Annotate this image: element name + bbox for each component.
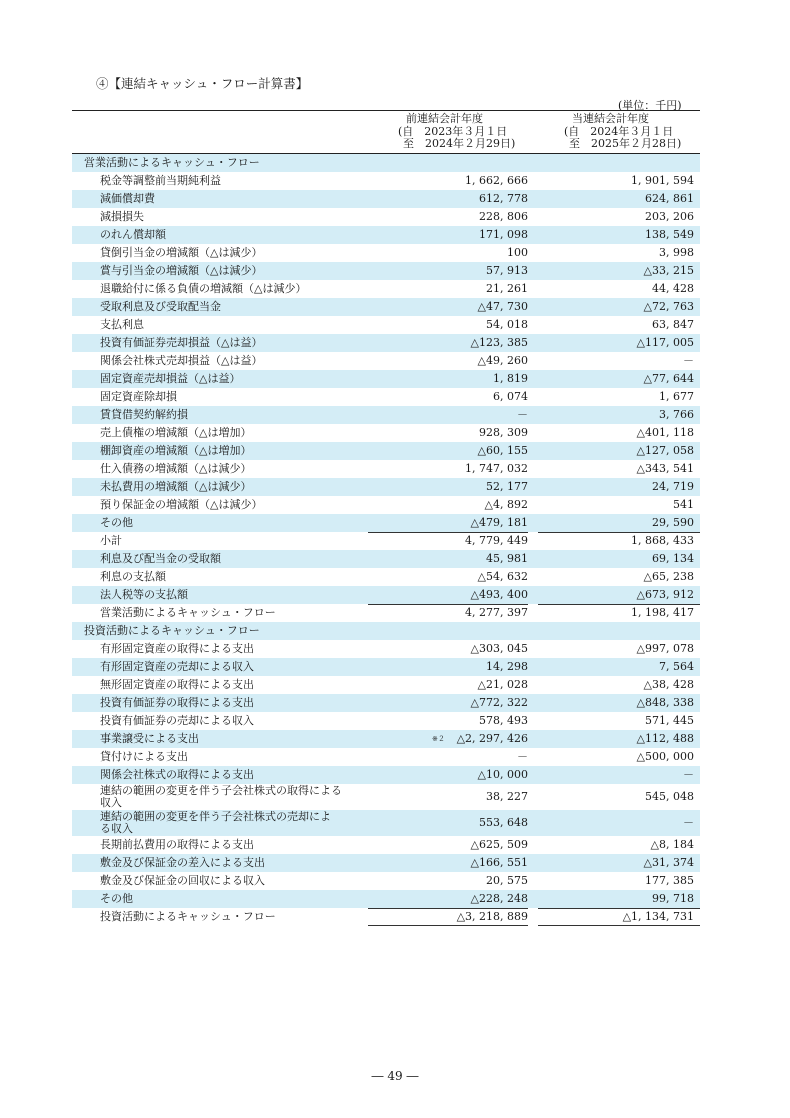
row-label xyxy=(100,496,262,514)
row-label xyxy=(100,908,276,926)
row-label xyxy=(100,854,265,872)
prev-year-value: 228, 806 xyxy=(479,210,528,223)
row-label xyxy=(100,208,144,226)
row-label xyxy=(100,785,342,809)
curr-year-value: △31, 374 xyxy=(643,856,694,869)
prev-year-value: △228, 248 xyxy=(470,892,528,905)
table-row xyxy=(72,640,700,658)
curr-year-value: 3, 998 xyxy=(659,246,694,259)
row-label-text: 投資有価証券の売却による収入 xyxy=(100,714,254,727)
table-row xyxy=(72,316,700,334)
prev-year-value: △3, 218, 889 xyxy=(456,910,528,923)
row-label-text: 仕入債務の増減額（△は減少） xyxy=(100,462,252,475)
row-label-text: のれん償却額 xyxy=(100,228,166,241)
curr-year-value: － xyxy=(683,768,694,781)
row-label-text: 棚卸資産の増減額（△は増加） xyxy=(100,444,252,457)
row-label-text: 無形固定資産の取得による支出 xyxy=(100,678,254,691)
row-label-text: 貸倒引当金の増減額（△は減少） xyxy=(100,246,263,259)
row-label-text: その他 xyxy=(100,516,133,529)
curr-year-value: △343, 541 xyxy=(636,462,694,475)
prev-year-value: 928, 309 xyxy=(479,426,528,439)
row-label xyxy=(84,622,260,640)
curr-year-value: △77, 644 xyxy=(643,372,694,385)
prev-year-value: △21, 028 xyxy=(477,678,528,691)
table-row xyxy=(72,514,700,532)
prev-year-value: － xyxy=(517,408,528,421)
subtotal-rule-prev xyxy=(368,604,528,605)
prev-year-value: △625, 509 xyxy=(470,838,528,851)
table-row xyxy=(72,658,700,676)
curr-year-value: 1, 901, 594 xyxy=(631,174,694,187)
row-label-text: 固定資産売却損益（△は益） xyxy=(100,372,241,385)
prev-year-value: △166, 551 xyxy=(470,856,528,869)
prev-year-value: 578, 493 xyxy=(479,714,528,727)
total-rule-prev xyxy=(368,925,528,926)
row-label xyxy=(100,226,166,244)
prev-year-value: 45, 981 xyxy=(486,552,528,565)
curr-year-value: △117, 005 xyxy=(636,336,694,349)
prev-year-value: 20, 575 xyxy=(486,874,528,887)
row-label xyxy=(100,424,251,442)
row-label-text: 敷金及び保証金の回収による収入 xyxy=(100,874,265,887)
table-row xyxy=(72,766,700,784)
prev-year-value: 1, 662, 666 xyxy=(465,174,528,187)
table-row xyxy=(72,496,700,514)
curr-year-value: △65, 238 xyxy=(643,570,694,583)
curr-year-value: 69, 134 xyxy=(652,552,694,565)
section-title: ④【連結キャッシュ・フロー計算書】 xyxy=(96,76,309,91)
curr-year-value: 1, 198, 417 xyxy=(631,606,694,619)
prev-year-value: 21, 261 xyxy=(486,282,528,295)
category-row xyxy=(72,154,700,172)
curr-year-value: 138, 549 xyxy=(645,228,694,241)
row-label-text: 営業活動によるキャッシュ・フロー xyxy=(100,606,276,619)
prev-year-value: △47, 730 xyxy=(477,300,528,313)
table-row xyxy=(72,388,700,406)
table-header xyxy=(72,110,700,154)
subtotal-rule-prev xyxy=(368,908,528,909)
cash-flow-table xyxy=(72,110,700,926)
row-label-text: 関係会社株式売却損益（△は益） xyxy=(100,354,263,367)
curr-year-from: (自 2024年３月１日 xyxy=(564,124,674,138)
curr-year-value: 541 xyxy=(673,498,694,511)
prev-year-value: 38, 227 xyxy=(486,790,528,803)
table-row xyxy=(72,854,700,872)
prev-year-value: 553, 648 xyxy=(479,816,528,829)
row-label xyxy=(100,586,188,604)
curr-year-to: 至 2025年２月28日) xyxy=(569,137,682,150)
row-label-text: 投資有価証券売却損益（△は益） xyxy=(100,336,263,349)
prev-year-value: 1, 747, 032 xyxy=(465,462,528,475)
table-row xyxy=(72,172,700,190)
table-row xyxy=(72,370,700,388)
curr-year-value: △127, 058 xyxy=(636,444,694,457)
prev-year-value: 4, 779, 449 xyxy=(465,534,528,547)
row-label xyxy=(100,370,240,388)
curr-year-value: △673, 912 xyxy=(636,588,694,601)
row-label xyxy=(100,658,254,676)
prev-year-value: 100 xyxy=(507,246,528,259)
row-label xyxy=(100,872,265,890)
table-row xyxy=(72,208,700,226)
total-rule-curr xyxy=(538,925,700,926)
row-label xyxy=(100,836,254,854)
row-label xyxy=(100,478,251,496)
row-label-text: 利息の支払額 xyxy=(100,570,166,583)
curr-year-value: 99, 718 xyxy=(652,892,694,905)
row-label xyxy=(100,694,254,712)
curr-year-value: 203, 206 xyxy=(645,210,694,223)
row-label xyxy=(100,514,133,532)
prev-year-value: △479, 181 xyxy=(470,516,528,529)
row-label-text: 長期前払費用の取得による支出 xyxy=(100,838,254,851)
table-row xyxy=(72,908,700,926)
row-label xyxy=(100,316,144,334)
prev-year-value: △2, 297, 426 xyxy=(456,732,528,745)
subtotal-rule-prev xyxy=(368,532,528,533)
table-row xyxy=(72,676,700,694)
prev-year-value: △60, 155 xyxy=(477,444,528,457)
table-row xyxy=(72,424,700,442)
curr-year-value: 571, 445 xyxy=(645,714,694,727)
row-label xyxy=(100,442,251,460)
row-label xyxy=(100,748,188,766)
subtotal-rule-curr xyxy=(538,604,700,605)
row-label-text: 税金等調整前当期純利益 xyxy=(100,174,221,187)
row-label-text: 賞与引当金の増減額（△は減少） xyxy=(100,264,263,277)
curr-year-value: 63, 847 xyxy=(652,318,694,331)
table-row xyxy=(72,748,700,766)
table-row xyxy=(72,352,700,370)
prev-year-value: 54, 018 xyxy=(486,318,528,331)
prev-year-title: 前連結会計年度 xyxy=(406,112,483,125)
curr-year-value: △72, 763 xyxy=(643,300,694,313)
row-label-text: 貸付けによる支出 xyxy=(100,750,188,763)
column-header-curr-year xyxy=(564,113,681,151)
row-label xyxy=(100,890,133,908)
row-label-text: 小計 xyxy=(100,534,122,547)
row-label xyxy=(100,298,221,316)
row-label-text: 連結の範囲の変更を伴う子会社株式の売却によ xyxy=(100,810,331,823)
row-label-text: 利息及び配当金の受取額 xyxy=(100,552,221,565)
row-label xyxy=(100,640,254,658)
unit-label: (単位：千円) xyxy=(618,99,682,112)
table-row xyxy=(72,334,700,352)
row-label xyxy=(100,262,262,280)
table-row xyxy=(72,784,700,810)
curr-year-value: △112, 488 xyxy=(636,732,694,745)
curr-year-value: △33, 215 xyxy=(643,264,694,277)
row-label xyxy=(100,712,254,730)
table-row xyxy=(72,604,700,622)
table-row xyxy=(72,298,700,316)
row-label-text: その他 xyxy=(100,892,133,905)
table-row xyxy=(72,532,700,550)
curr-year-value: △401, 118 xyxy=(636,426,694,439)
row-label-text: 投資有価証券の取得による支出 xyxy=(100,696,254,709)
curr-year-value: 24, 719 xyxy=(652,480,694,493)
table-body xyxy=(72,154,700,926)
prev-year-value: △49, 260 xyxy=(477,354,528,367)
table-row xyxy=(72,890,700,908)
prev-year-value: 612, 778 xyxy=(479,192,528,205)
row-label xyxy=(84,154,260,172)
row-label-text: 預り保証金の増減額（△は減少） xyxy=(100,498,263,511)
curr-year-value: 44, 428 xyxy=(652,282,694,295)
table-row xyxy=(72,442,700,460)
prev-year-value: 6, 074 xyxy=(493,390,528,403)
row-label-text: 敷金及び保証金の差入による支出 xyxy=(100,856,265,869)
prev-year-value: △303, 045 xyxy=(470,642,528,655)
table-row xyxy=(72,406,700,424)
table-row xyxy=(72,712,700,730)
table-row xyxy=(72,810,700,836)
curr-year-value: － xyxy=(683,816,694,829)
subtotal-rule-curr xyxy=(538,908,700,909)
row-label xyxy=(100,460,251,478)
row-label-text: 有形固定資産の売却による収入 xyxy=(100,660,254,673)
row-label-text: 連結の範囲の変更を伴う子会社株式の取得による xyxy=(100,784,342,797)
table-row xyxy=(72,460,700,478)
curr-year-value: △500, 000 xyxy=(636,750,694,763)
category-row xyxy=(72,622,700,640)
prev-year-value: 4, 277, 397 xyxy=(465,606,528,619)
row-label-text: 売上債権の増減額（△は増加） xyxy=(100,426,252,439)
row-label-text: 減価償却費 xyxy=(100,192,155,205)
curr-year-value: △8, 184 xyxy=(650,838,694,851)
prev-year-value: 52, 177 xyxy=(486,480,528,493)
row-label xyxy=(100,568,166,586)
prev-year-value: － xyxy=(517,750,528,763)
table-row xyxy=(72,244,700,262)
prev-year-value: 1, 819 xyxy=(493,372,528,385)
prev-year-value: 14, 298 xyxy=(486,660,528,673)
row-label-text-continued: 収入 xyxy=(100,796,122,809)
table-row xyxy=(72,478,700,496)
curr-year-value: 624, 861 xyxy=(645,192,694,205)
row-label xyxy=(100,676,254,694)
curr-year-value: 1, 868, 433 xyxy=(631,534,694,547)
prev-year-value: △54, 632 xyxy=(477,570,528,583)
table-row xyxy=(72,730,700,748)
table-row xyxy=(72,280,700,298)
table-row xyxy=(72,694,700,712)
row-label-text-continued: る収入 xyxy=(100,822,133,835)
table-row xyxy=(72,190,700,208)
prev-year-value: △4, 892 xyxy=(484,498,528,511)
curr-year-title: 当連結会計年度 xyxy=(572,112,649,125)
row-label-text: 退職給付に係る負債の増減額（△は減少） xyxy=(100,282,307,295)
curr-year-value: 1, 677 xyxy=(659,390,694,403)
row-label xyxy=(100,550,221,568)
row-label-text: 支払利息 xyxy=(100,318,144,331)
table-row xyxy=(72,872,700,890)
row-label-text: 有形固定資産の取得による支出 xyxy=(100,642,254,655)
row-label-text: 未払費用の増減額（△は減少） xyxy=(100,480,252,493)
row-label-text: 減損損失 xyxy=(100,210,144,223)
curr-year-value: △1, 134, 731 xyxy=(622,910,694,923)
table-row xyxy=(72,568,700,586)
table-row xyxy=(72,262,700,280)
footnote-mark: ※２ xyxy=(432,735,445,743)
row-label xyxy=(100,190,155,208)
prev-year-value: △123, 385 xyxy=(470,336,528,349)
prev-year-value: △772, 322 xyxy=(470,696,528,709)
row-label xyxy=(100,244,262,262)
curr-year-value: 545, 048 xyxy=(645,790,694,803)
prev-year-value: 171, 098 xyxy=(479,228,528,241)
curr-year-value: 29, 590 xyxy=(652,516,694,529)
curr-year-value: 177, 385 xyxy=(645,874,694,887)
prev-year-value: 57, 913 xyxy=(486,264,528,277)
row-label xyxy=(100,280,306,298)
curr-year-value: △997, 078 xyxy=(636,642,694,655)
row-label xyxy=(100,766,254,784)
subtotal-rule-curr xyxy=(538,532,700,533)
row-label xyxy=(100,730,199,748)
curr-year-value: △848, 338 xyxy=(636,696,694,709)
curr-year-value: 7, 564 xyxy=(659,660,694,673)
row-label-text: 投資活動によるキャッシュ・フロー xyxy=(84,624,260,637)
row-label xyxy=(100,406,188,424)
page-number: ― 49 ― xyxy=(371,1069,419,1083)
row-label-text: 法人税等の支払額 xyxy=(100,588,188,601)
row-label-text: 関係会社株式の取得による支出 xyxy=(100,768,254,781)
row-label-text: 受取利息及び受取配当金 xyxy=(100,300,221,313)
row-label xyxy=(100,334,262,352)
curr-year-value: 3, 766 xyxy=(659,408,694,421)
prev-year-from: (自 2023年３月１日 xyxy=(398,124,508,138)
prev-year-value: △10, 000 xyxy=(477,768,528,781)
row-label xyxy=(100,532,122,550)
curr-year-value: － xyxy=(683,354,694,367)
column-header-prev-year xyxy=(398,113,515,151)
row-label-text: 賃貸借契約解約損 xyxy=(100,408,188,421)
row-label xyxy=(100,352,262,370)
row-label xyxy=(100,388,177,406)
table-row xyxy=(72,836,700,854)
row-label xyxy=(100,604,276,622)
row-label-text: 固定資産除却損 xyxy=(100,390,177,403)
row-label-text: 事業譲受による支出 xyxy=(100,732,199,745)
row-label-text: 投資活動によるキャッシュ・フロー xyxy=(100,910,276,923)
table-row xyxy=(72,586,700,604)
table-row xyxy=(72,550,700,568)
row-label xyxy=(100,811,331,835)
row-label-text: 営業活動によるキャッシュ・フロー xyxy=(84,156,260,169)
prev-year-value: △493, 400 xyxy=(470,588,528,601)
table-row xyxy=(72,226,700,244)
row-label xyxy=(100,172,221,190)
curr-year-value: △38, 428 xyxy=(643,678,694,691)
prev-year-to: 至 2024年２月29日) xyxy=(403,137,516,150)
